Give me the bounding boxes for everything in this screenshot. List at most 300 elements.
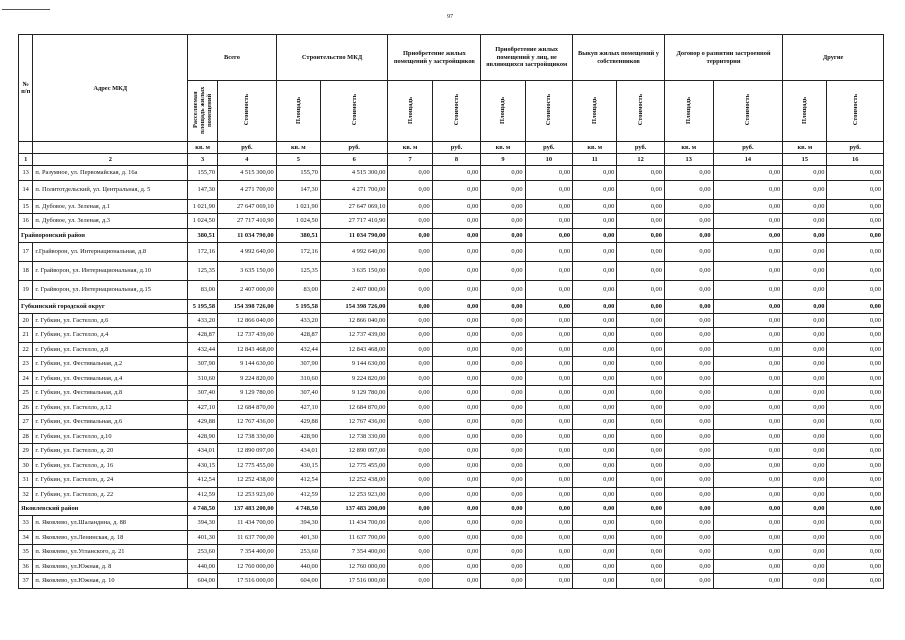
total-cost: 12 890 097,00 (218, 444, 277, 459)
construction-cost: 137 483 200,00 (320, 502, 387, 516)
construction-cost: 9 129 780,00 (320, 386, 387, 401)
construction-cost: 27 647 069,10 (320, 199, 387, 214)
zero-value: 0,00 (573, 242, 617, 261)
unit-label: руб. (320, 142, 387, 154)
zero-value: 0,00 (664, 487, 713, 502)
column-number: 6 (320, 154, 387, 166)
zero-value: 0,00 (664, 400, 713, 415)
subheader-area (664, 81, 713, 142)
zero-value: 0,00 (783, 516, 827, 531)
total-area: 428,90 (188, 429, 218, 444)
zero-value: 0,00 (525, 415, 573, 430)
district-subtotal-row (19, 502, 884, 516)
zero-value: 0,00 (481, 429, 525, 444)
zero-value: 0,00 (617, 313, 665, 328)
zero-value: 0,00 (573, 180, 617, 199)
total-cost: 12 767 436,00 (218, 415, 277, 430)
zero-value: 0,00 (388, 280, 432, 299)
zero-value: 0,00 (827, 299, 884, 313)
row-number: 31 (19, 473, 33, 488)
zero-value: 0,00 (783, 429, 827, 444)
total-area: 4 748,50 (188, 502, 218, 516)
zero-value: 0,00 (664, 342, 713, 357)
zero-value: 0,00 (827, 429, 884, 444)
construction-area: 401,30 (276, 530, 320, 545)
construction-cost: 12 843 468,00 (320, 342, 387, 357)
zero-value: 0,00 (783, 502, 827, 516)
construction-area: 155,70 (276, 166, 320, 181)
zero-value: 0,00 (664, 299, 713, 313)
construction-area: 412,54 (276, 473, 320, 488)
row-number: 22 (19, 342, 33, 357)
construction-cost: 3 635 150,00 (320, 261, 387, 280)
zero-value: 0,00 (617, 473, 665, 488)
zero-value: 0,00 (432, 214, 481, 229)
zero-value: 0,00 (388, 545, 432, 560)
zero-value: 0,00 (827, 180, 884, 199)
row-number: 26 (19, 400, 33, 415)
zero-value: 0,00 (827, 487, 884, 502)
unit-label: кв. м (573, 142, 617, 154)
zero-value: 0,00 (827, 473, 884, 488)
zero-value: 0,00 (525, 242, 573, 261)
subheader-area (276, 81, 320, 142)
construction-area: 147,30 (276, 180, 320, 199)
zero-value: 0,00 (783, 458, 827, 473)
resettlement-table (18, 34, 884, 589)
zero-value: 0,00 (827, 458, 884, 473)
row-number: 16 (19, 214, 33, 229)
zero-value: 0,00 (617, 386, 665, 401)
zero-value: 0,00 (617, 342, 665, 357)
zero-value: 0,00 (783, 242, 827, 261)
total-area: 5 195,58 (188, 299, 218, 313)
total-area: 434,01 (188, 444, 218, 459)
total-area: 427,10 (188, 400, 218, 415)
total-area: 253,60 (188, 545, 218, 560)
total-cost: 11 637 700,00 (218, 530, 277, 545)
zero-value: 0,00 (783, 328, 827, 343)
zero-value: 0,00 (783, 313, 827, 328)
zero-value: 0,00 (713, 371, 783, 386)
zero-value: 0,00 (432, 299, 481, 313)
zero-value: 0,00 (388, 415, 432, 430)
zero-value: 0,00 (664, 530, 713, 545)
subheader-cost (320, 81, 387, 142)
building-address: п. Яковлево, ул.Южная, д. 10 (33, 574, 188, 589)
zero-value: 0,00 (664, 386, 713, 401)
subheader-area-label: Площадь (406, 96, 414, 124)
zero-value: 0,00 (713, 357, 783, 372)
zero-value: 0,00 (664, 502, 713, 516)
zero-value: 0,00 (388, 444, 432, 459)
total-cost: 9 224 820,00 (218, 371, 277, 386)
zero-value: 0,00 (432, 487, 481, 502)
construction-area: 432,44 (276, 342, 320, 357)
zero-value: 0,00 (388, 574, 432, 589)
total-cost: 12 866 040,00 (218, 313, 277, 328)
zero-value: 0,00 (525, 328, 573, 343)
unit-label: руб. (525, 142, 573, 154)
construction-area: 429,88 (276, 415, 320, 430)
total-cost: 4 515 300,00 (218, 166, 277, 181)
construction-cost: 7 354 400,00 (320, 545, 387, 560)
zero-value: 0,00 (573, 357, 617, 372)
zero-value: 0,00 (481, 444, 525, 459)
zero-value: 0,00 (783, 444, 827, 459)
zero-value: 0,00 (617, 530, 665, 545)
zero-value: 0,00 (827, 545, 884, 560)
construction-cost: 12 890 097,00 (320, 444, 387, 459)
zero-value: 0,00 (481, 313, 525, 328)
subheader-cost-label: Стоимость (243, 94, 251, 126)
zero-value: 0,00 (617, 228, 665, 242)
zero-value: 0,00 (525, 199, 573, 214)
total-area: 401,30 (188, 530, 218, 545)
unit-empty (19, 142, 33, 154)
zero-value: 0,00 (827, 313, 884, 328)
construction-cost: 12 767 436,00 (320, 415, 387, 430)
table-row (19, 386, 884, 401)
group-header: Другие (783, 35, 884, 81)
total-cost: 12 760 000,00 (218, 559, 277, 574)
construction-area: 430,15 (276, 458, 320, 473)
subheader-cost-label: Стоимость (452, 94, 460, 126)
zero-value: 0,00 (388, 228, 432, 242)
zero-value: 0,00 (573, 299, 617, 313)
construction-area: 412,59 (276, 487, 320, 502)
zero-value: 0,00 (827, 386, 884, 401)
zero-value: 0,00 (525, 299, 573, 313)
unit-label: руб. (713, 142, 783, 154)
zero-value: 0,00 (713, 386, 783, 401)
zero-value: 0,00 (573, 458, 617, 473)
header-row-units (19, 142, 884, 154)
zero-value: 0,00 (617, 357, 665, 372)
row-number: 27 (19, 415, 33, 430)
subheader-area-label: Площадь (801, 96, 809, 124)
zero-value: 0,00 (432, 559, 481, 574)
zero-value: 0,00 (388, 199, 432, 214)
zero-value: 0,00 (481, 458, 525, 473)
total-area: 430,15 (188, 458, 218, 473)
table-row (19, 280, 884, 299)
zero-value: 0,00 (481, 328, 525, 343)
row-number: 34 (19, 530, 33, 545)
table-row (19, 357, 884, 372)
column-number: 16 (827, 154, 884, 166)
construction-cost: 12 760 000,00 (320, 559, 387, 574)
zero-value: 0,00 (388, 559, 432, 574)
construction-cost: 12 738 330,00 (320, 429, 387, 444)
zero-value: 0,00 (713, 342, 783, 357)
zero-value: 0,00 (388, 313, 432, 328)
zero-value: 0,00 (388, 371, 432, 386)
building-address: г. Губкин, ул. Гастелло, д.4 (33, 328, 188, 343)
row-number: 28 (19, 429, 33, 444)
table-row (19, 574, 884, 589)
zero-value: 0,00 (432, 180, 481, 199)
construction-cost: 27 717 410,90 (320, 214, 387, 229)
zero-value: 0,00 (827, 371, 884, 386)
table-row (19, 342, 884, 357)
total-cost: 9 144 630,00 (218, 357, 277, 372)
zero-value: 0,00 (432, 342, 481, 357)
table-row (19, 328, 884, 343)
construction-area: 433,20 (276, 313, 320, 328)
table-row (19, 516, 884, 531)
subheader-area-label: Площадь (591, 96, 599, 124)
zero-value: 0,00 (432, 328, 481, 343)
zero-value: 0,00 (617, 261, 665, 280)
header-row-groups (19, 35, 884, 81)
zero-value: 0,00 (664, 415, 713, 430)
construction-area: 604,00 (276, 574, 320, 589)
zero-value: 0,00 (432, 199, 481, 214)
zero-value: 0,00 (573, 313, 617, 328)
zero-value: 0,00 (783, 280, 827, 299)
zero-value: 0,00 (664, 261, 713, 280)
zero-value: 0,00 (827, 357, 884, 372)
column-number: 7 (388, 154, 432, 166)
zero-value: 0,00 (388, 458, 432, 473)
table-row (19, 444, 884, 459)
construction-area: 434,01 (276, 444, 320, 459)
zero-value: 0,00 (388, 429, 432, 444)
zero-value: 0,00 (481, 473, 525, 488)
zero-value: 0,00 (525, 502, 573, 516)
zero-value: 0,00 (664, 371, 713, 386)
total-cost: 12 738 330,00 (218, 429, 277, 444)
zero-value: 0,00 (388, 502, 432, 516)
zero-value: 0,00 (713, 574, 783, 589)
construction-cost: 12 253 923,00 (320, 487, 387, 502)
column-number: 4 (218, 154, 277, 166)
zero-value: 0,00 (713, 530, 783, 545)
zero-value: 0,00 (783, 261, 827, 280)
zero-value: 0,00 (664, 473, 713, 488)
table-row (19, 545, 884, 560)
subheader-area-label: Площадь (685, 96, 693, 124)
subheader-area-label: Площадь (294, 96, 302, 124)
zero-value: 0,00 (481, 357, 525, 372)
zero-value: 0,00 (573, 530, 617, 545)
zero-value: 0,00 (525, 357, 573, 372)
building-address: г. Губкин, ул. Гастелло, д. 16 (33, 458, 188, 473)
construction-area: 172,16 (276, 242, 320, 261)
zero-value: 0,00 (713, 299, 783, 313)
table-header (19, 35, 884, 166)
construction-area: 1 024,50 (276, 214, 320, 229)
zero-value: 0,00 (432, 166, 481, 181)
construction-area: 428,87 (276, 328, 320, 343)
zero-value: 0,00 (573, 214, 617, 229)
col-header-number: № п/п (19, 35, 33, 142)
subheader-area-label: Расселяемая площадь жилых помещений (192, 86, 214, 134)
zero-value: 0,00 (573, 429, 617, 444)
zero-value: 0,00 (432, 458, 481, 473)
construction-cost: 17 516 000,00 (320, 574, 387, 589)
zero-value: 0,00 (481, 261, 525, 280)
zero-value: 0,00 (432, 444, 481, 459)
zero-value: 0,00 (432, 313, 481, 328)
zero-value: 0,00 (525, 342, 573, 357)
zero-value: 0,00 (783, 386, 827, 401)
construction-cost: 11 637 700,00 (320, 530, 387, 545)
total-area: 172,16 (188, 242, 218, 261)
total-cost: 137 483 200,00 (218, 502, 277, 516)
total-cost: 27 647 069,10 (218, 199, 277, 214)
zero-value: 0,00 (713, 166, 783, 181)
row-number: 36 (19, 559, 33, 574)
row-number: 24 (19, 371, 33, 386)
zero-value: 0,00 (783, 545, 827, 560)
building-address: г. Грайворон, ул. Интернациональная, д.10 (33, 261, 188, 280)
zero-value: 0,00 (573, 199, 617, 214)
zero-value: 0,00 (713, 473, 783, 488)
subheader-cost-label: Стоимость (545, 94, 553, 126)
row-number: 25 (19, 386, 33, 401)
column-number: 13 (664, 154, 713, 166)
group-header: Выкуп жилых помещений у собственников (573, 35, 665, 81)
row-number: 20 (19, 313, 33, 328)
building-address: п. Яковлево, ул.Южная, д. 8 (33, 559, 188, 574)
subheader-area (783, 81, 827, 142)
zero-value: 0,00 (617, 458, 665, 473)
table-row (19, 429, 884, 444)
zero-value: 0,00 (713, 458, 783, 473)
zero-value: 0,00 (713, 415, 783, 430)
zero-value: 0,00 (525, 559, 573, 574)
row-number: 30 (19, 458, 33, 473)
zero-value: 0,00 (481, 299, 525, 313)
construction-cost: 2 407 000,00 (320, 280, 387, 299)
zero-value: 0,00 (481, 371, 525, 386)
zero-value: 0,00 (783, 166, 827, 181)
zero-value: 0,00 (573, 342, 617, 357)
zero-value: 0,00 (713, 261, 783, 280)
subheader-area (388, 81, 432, 142)
zero-value: 0,00 (388, 166, 432, 181)
building-address: г. Грайворон, ул. Интернациональная, д.15 (33, 280, 188, 299)
table-row (19, 400, 884, 415)
zero-value: 0,00 (481, 574, 525, 589)
zero-value: 0,00 (573, 545, 617, 560)
zero-value: 0,00 (617, 280, 665, 299)
zero-value: 0,00 (664, 444, 713, 459)
zero-value: 0,00 (388, 530, 432, 545)
total-cost: 12 843 468,00 (218, 342, 277, 357)
construction-area: 253,60 (276, 545, 320, 560)
total-cost: 12 737 439,00 (218, 328, 277, 343)
total-cost: 4 992 640,00 (218, 242, 277, 261)
construction-area: 394,30 (276, 516, 320, 531)
total-area: 147,30 (188, 180, 218, 199)
total-area: 432,44 (188, 342, 218, 357)
zero-value: 0,00 (617, 242, 665, 261)
subheader-cost-label: Стоимость (350, 94, 358, 126)
total-area: 83,00 (188, 280, 218, 299)
zero-value: 0,00 (713, 228, 783, 242)
unit-label: кв. м (481, 142, 525, 154)
zero-value: 0,00 (617, 444, 665, 459)
zero-value: 0,00 (827, 415, 884, 430)
row-number: 32 (19, 487, 33, 502)
zero-value: 0,00 (481, 516, 525, 531)
zero-value: 0,00 (481, 228, 525, 242)
zero-value: 0,00 (388, 516, 432, 531)
zero-value: 0,00 (388, 400, 432, 415)
zero-value: 0,00 (432, 502, 481, 516)
total-cost: 9 129 780,00 (218, 386, 277, 401)
construction-cost: 4 515 300,00 (320, 166, 387, 181)
zero-value: 0,00 (713, 280, 783, 299)
zero-value: 0,00 (481, 242, 525, 261)
group-header: Всего (188, 35, 276, 81)
construction-cost: 9 224 820,00 (320, 371, 387, 386)
zero-value: 0,00 (573, 386, 617, 401)
zero-value: 0,00 (664, 199, 713, 214)
subheader-area (573, 81, 617, 142)
table-row (19, 473, 884, 488)
table-row (19, 242, 884, 261)
district-name: Яковлевский район (19, 502, 188, 516)
zero-value: 0,00 (617, 487, 665, 502)
table-row (19, 487, 884, 502)
total-area: 604,00 (188, 574, 218, 589)
column-number: 12 (617, 154, 665, 166)
table-row (19, 199, 884, 214)
zero-value: 0,00 (617, 400, 665, 415)
zero-value: 0,00 (617, 214, 665, 229)
construction-cost: 154 398 726,00 (320, 299, 387, 313)
zero-value: 0,00 (713, 199, 783, 214)
zero-value: 0,00 (525, 166, 573, 181)
zero-value: 0,00 (664, 214, 713, 229)
zero-value: 0,00 (664, 559, 713, 574)
building-address: п. Дубовое, ул. Зеленая, д.1 (33, 199, 188, 214)
column-number: 11 (573, 154, 617, 166)
zero-value: 0,00 (525, 574, 573, 589)
total-area: 412,54 (188, 473, 218, 488)
zero-value: 0,00 (617, 299, 665, 313)
unit-empty (33, 142, 188, 154)
construction-cost: 12 684 870,00 (320, 400, 387, 415)
column-number: 3 (188, 154, 218, 166)
zero-value: 0,00 (525, 545, 573, 560)
row-number: 37 (19, 574, 33, 589)
zero-value: 0,00 (573, 502, 617, 516)
zero-value: 0,00 (713, 444, 783, 459)
total-cost: 12 775 455,00 (218, 458, 277, 473)
zero-value: 0,00 (827, 530, 884, 545)
zero-value: 0,00 (573, 328, 617, 343)
total-area: 155,70 (188, 166, 218, 181)
zero-value: 0,00 (432, 574, 481, 589)
construction-cost: 12 775 455,00 (320, 458, 387, 473)
construction-cost: 12 252 438,00 (320, 473, 387, 488)
zero-value: 0,00 (481, 166, 525, 181)
zero-value: 0,00 (573, 574, 617, 589)
zero-value: 0,00 (617, 502, 665, 516)
zero-value: 0,00 (664, 280, 713, 299)
zero-value: 0,00 (573, 261, 617, 280)
zero-value: 0,00 (432, 429, 481, 444)
zero-value: 0,00 (664, 313, 713, 328)
building-address: г.Грайворон, ул. Интернациональная, д.8 (33, 242, 188, 261)
zero-value: 0,00 (664, 545, 713, 560)
zero-value: 0,00 (481, 342, 525, 357)
